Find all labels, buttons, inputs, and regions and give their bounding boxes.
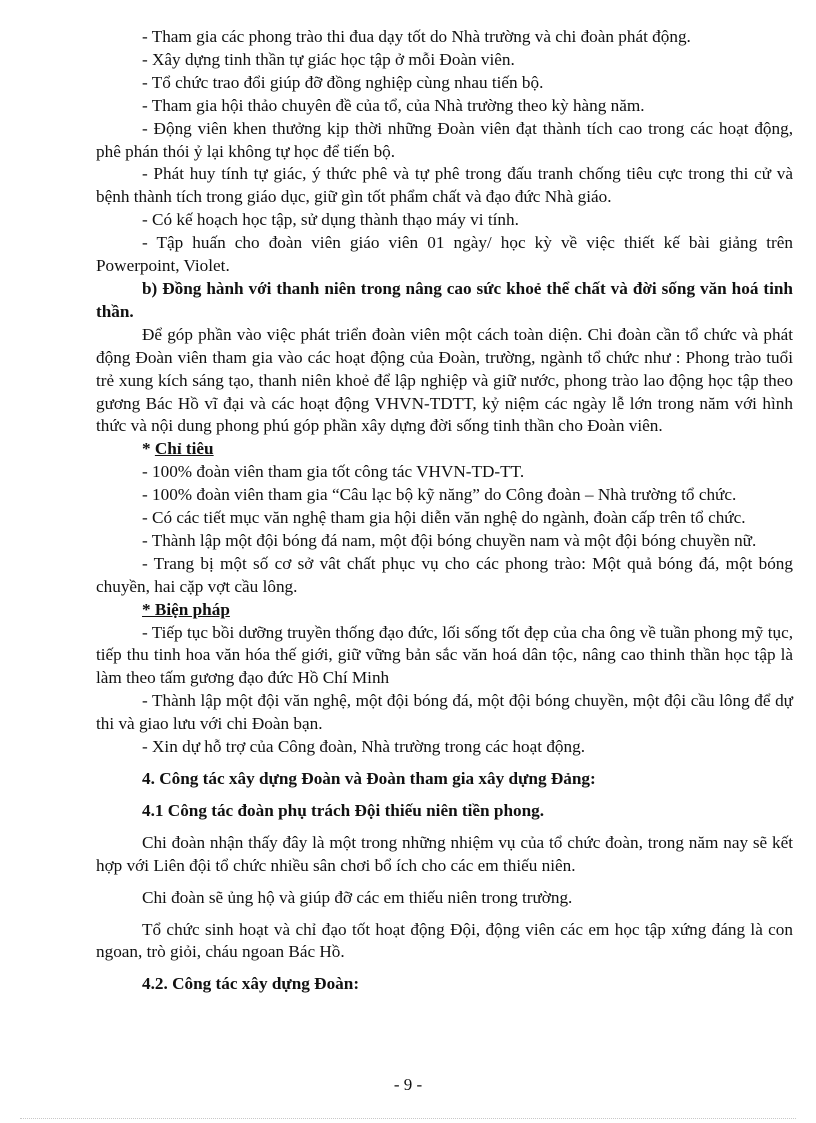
chi-tieu-item: - Trang bị một số cơ sở vât chất phục vụ cho các phong trào: Một quả bóng đá, một bóng chuyền, hai cặp vợt cầu lông. bbox=[96, 553, 793, 596]
bien-phap-item: - Tiếp tục bồi dưỡng truyền thống đạo đức, lối sống tốt đẹp của cha ông về tuần phong mỹ tục, tiếp thu tinh hoa văn hóa thế giới, giữ vững bản sắc văn hoá dân tộc, nâng cao thinh thần học tập là làm theo tấm gương đạo đức Hồ Chí Minh bbox=[96, 622, 793, 688]
section-heading-b: b) Đồng hành với thanh niên trong nâng cao sức khoẻ thể chất và đời sống văn hoá tinh thần. bbox=[96, 278, 793, 321]
chi-tieu-label: Chỉ tiêu bbox=[154, 439, 214, 459]
chi-tieu-item: - Thành lập một đội bóng đá nam, một đội bóng chuyền nam và một đội bóng chuyền nữ. bbox=[142, 530, 757, 550]
bullet-line: - Tổ chức trao đổi giúp đỡ đồng nghiệp cùng nhau tiến bộ. bbox=[142, 72, 544, 92]
section-4-1-paragraph: Tổ chức sinh hoạt và chỉ đạo tốt hoạt động Đội, động viên các em học tập xứng đáng là con ngoan, trò giỏi, cháu ngoan Bác Hồ. bbox=[96, 919, 793, 962]
bien-phap-label: * Biện pháp bbox=[142, 599, 230, 619]
bullet-line: - Tập huấn cho đoàn viên giáo viên 01 ngày/ học kỳ về việc thiết kế bài giảng trên Powerpoint, Violet. bbox=[96, 233, 793, 276]
section-4-title: 4. Công tác xây dựng Đoàn và Đoàn tham gia xây dựng Đảng: bbox=[142, 769, 596, 788]
bullet-line: - Động viên khen thưởng kịp thời những Đoàn viên đạt thành tích cao trong các hoạt động, phê phán thói ỷ lại không tự học để tiến bộ. bbox=[96, 118, 793, 161]
bien-phap-heading bbox=[96, 599, 793, 622]
chi-tieu-item: - Có các tiết mục văn nghệ tham gia hội diễn văn nghệ do ngành, đoàn cấp trên tổ chức. bbox=[142, 508, 746, 528]
chi-tieu-item: - 100% đoàn viên tham gia “Câu lạc bộ kỹ năng” do Công đoàn – Nhà trường tổ chức. bbox=[142, 485, 737, 505]
bullet-line: - Tham gia hội thảo chuyên đề của tổ, của Nhà trường theo kỳ hàng năm. bbox=[142, 95, 645, 115]
bien-phap-item: - Thành lập một đội văn nghệ, một đội bóng đá, một đội bóng chuyền, một đội cầu lông để dự thi và giao lưu với chi Đoàn bạn. bbox=[96, 691, 793, 734]
document-page bbox=[96, 26, 793, 996]
bullet-line: - Xây dựng tinh thần tự giác học tập ở mỗi Đoàn viên. bbox=[142, 49, 515, 69]
section-4-2-title: 4.2. Công tác xây dựng Đoàn: bbox=[142, 974, 360, 994]
chi-tieu-heading bbox=[96, 438, 793, 461]
chi-tieu-item: - 100% đoàn viên tham gia tốt công tác VHVN-TD-TT. bbox=[142, 462, 525, 482]
intro-paragraph: Để góp phần vào việc phát triển đoàn viên một cách toàn diện. Chi đoàn cần tổ chức và phát động Đoàn viên tham gia vào các hoạt động của Đoàn, trường, ngành tổ chức như : Phong trào tuổi trẻ xung kích sáng tạo, thanh niên khoẻ để lập nghiệp và giữ nước, phong trào lao động học tập theo gương Bác Hồ vĩ đại và các hoạt động VHVN-TDTT, kỷ niệm các ngày lễ lớn trong năm với hình thức và nội dung phong phú góp phần xây dựng đời sống tinh thần cho Đoàn viên. bbox=[96, 324, 793, 436]
bien-phap-item: - Xin dự hỗ trợ của Công đoàn, Nhà trường trong các hoạt động. bbox=[142, 737, 586, 757]
page-number: - 9 - bbox=[393, 1075, 423, 1094]
chi-tieu-star: * bbox=[142, 439, 155, 459]
bullet-line: - Phát huy tính tự giác, ý thức phê và tự phê trong đấu tranh chống tiêu cực trong thi cử và bệnh thành tích trong giáo dục, giữ gìn tốt phẩm chất và đạo đức Nhà giáo. bbox=[96, 164, 793, 207]
footer-divider bbox=[20, 1118, 796, 1119]
bullet-line: - Có kế hoạch học tập, sử dụng thành thạo máy vi tính. bbox=[142, 210, 519, 230]
section-4-1-paragraph: Chi đoàn nhận thấy đây là một trong những nhiệm vụ của tổ chức đoàn, trong năm nay sẽ kết hợp với Liên đội tổ chức nhiều sân chơi bổ ích cho các em thiếu niên. bbox=[96, 832, 793, 875]
section-4-1-title: 4.1 Công tác đoàn phụ trách Đội thiếu niên tiền phong. bbox=[142, 800, 545, 820]
bullet-line: - Tham gia các phong trào thi đua dạy tốt do Nhà trường và chi đoàn phát động. bbox=[142, 27, 691, 46]
section-4-1-paragraph: Chi đoàn sẽ ủng hộ và giúp đỡ các em thiếu niên trong trường. bbox=[142, 887, 573, 907]
